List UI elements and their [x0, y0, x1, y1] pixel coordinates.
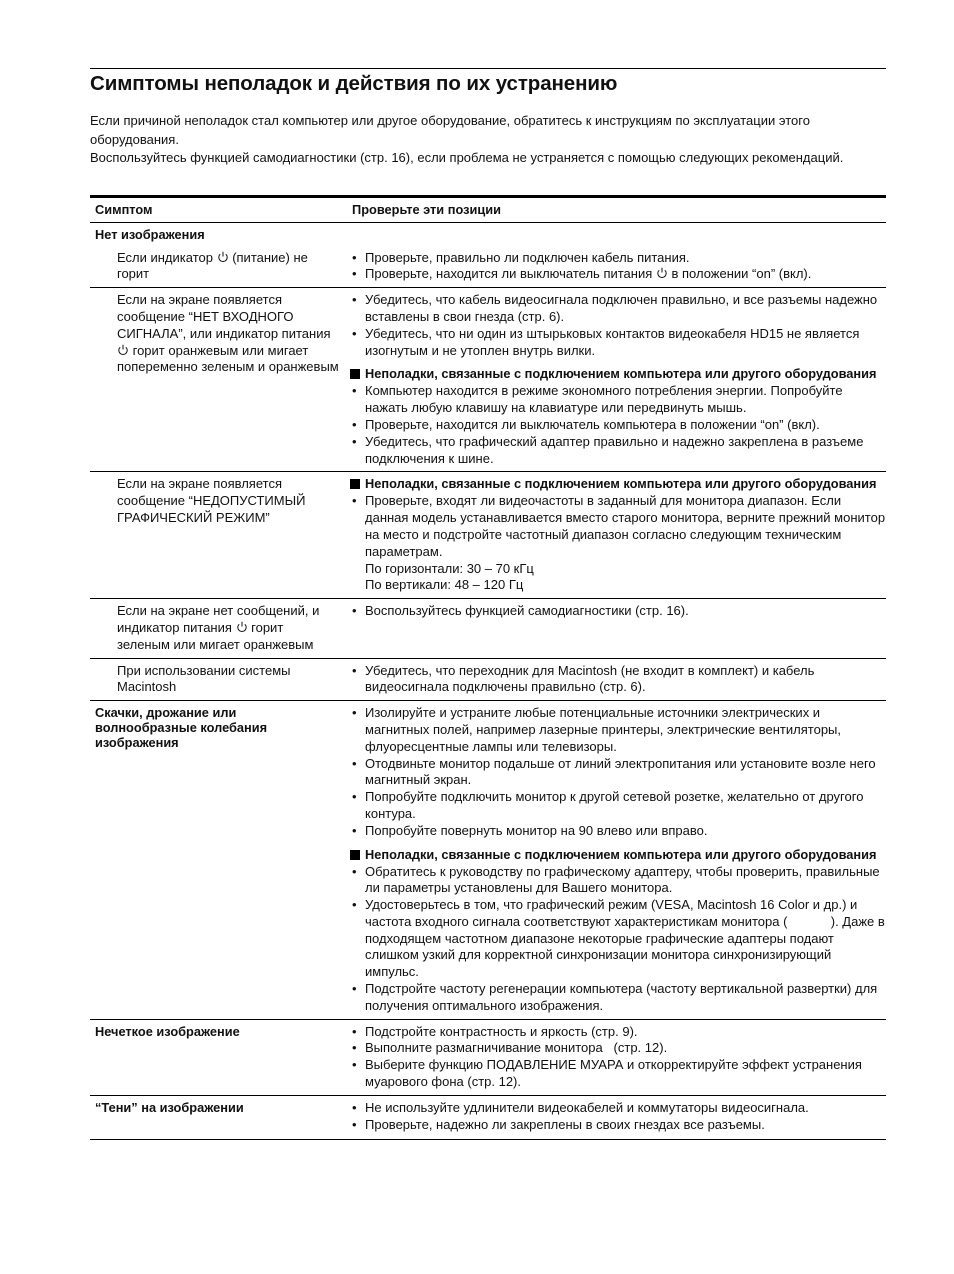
list-item: • Изолируйте и устраните любые потенциальные источники электрических и магнитных полей, например лазерные принтеры, электрические вентиляторы, флуоресцентные лампы или телевизоры. [350, 705, 886, 755]
symptom-cell [90, 288, 347, 472]
section-heading-text: Неполадки, связанные с подключением компьютера или другого оборудования [365, 366, 877, 382]
check-cell [347, 1095, 886, 1140]
table-row [90, 472, 886, 599]
table-header [90, 197, 886, 223]
list-item: • Выполните размагничивание монитора (стр. 12). [350, 1040, 886, 1057]
table-row [90, 288, 886, 472]
list-item: • Удостоверьтесь в том, что графический режим (VESA, Macintosh 16 Color и др.) и частота входного сигнала соответствуют характеристикам монитора ( ). Даже в подходящем частотном диапазоне некоторые графические адаптеры подают слишком узкий для корректной синхронизации монитора синхронизирующий импульс. [350, 897, 886, 981]
symptom-text: Если на экране нет сообщений, и индикатор питания [117, 603, 320, 635]
group-no-image: Нет изображения [95, 226, 205, 242]
symptom-cell: Если на экране появляется сообщение “НЕДОПУСТИМЫЙ ГРАФИЧЕСКИЙ РЕЖИМ” [90, 472, 347, 599]
list-item: • Попробуйте повернуть монитор на 90 влево или вправо. [350, 823, 886, 840]
section-heading [350, 477, 886, 491]
symptom-cell [90, 599, 347, 658]
section-heading-text: Неполадки, связанные с подключением компьютера или другого оборудования [365, 476, 877, 492]
intro-paragraph: Воспользуйтесь функцией самодиагностики (стр. 16), если проблема не устраняется с помощью следующих рекомендаций. [90, 150, 844, 165]
square-bullet-icon [350, 850, 360, 860]
list-item: • Проверьте, входят ли видеочастоты в заданный для монитора диапазон. Если данная модель устанавливается вместо старого монитора, верните прежний монитор на место и подстройте частотный диапазон согласно следующим техническим параметрам. [350, 493, 886, 560]
list-item-text: в положении “on” (вкл). [667, 266, 812, 282]
freq-vertical: По вертикали: 48 – 120 Гц [365, 577, 524, 593]
page-title: Симптомы неполадок и действия по их устранению [90, 72, 618, 95]
list-item: • Убедитесь, что ни один из штырьковых контактов видеокабеля HD15 не является изогнутым и не утоплен внутрь вилки. [350, 326, 886, 360]
symptom-text: Если на экране появляется сообщение “НЕТ ВХОДНОГО СИГНАЛА”, или индикатор питания [117, 292, 331, 341]
header-symptom: Симптом [90, 197, 347, 223]
check-cell [347, 472, 886, 599]
section-heading [350, 367, 886, 381]
square-bullet-icon [350, 369, 360, 379]
square-bullet-icon [350, 479, 360, 489]
list-item: • Убедитесь, что кабель видеосигнала подключен правильно, и все разъемы надежно вставлены в свои гнезда (стр. 6). [350, 292, 886, 326]
list-item: • Проверьте, находится ли выключатель компьютера в положении “on” (вкл). [350, 417, 886, 434]
check-cell [347, 1019, 886, 1095]
symptom-cell: Нечеткое изображение [90, 1019, 347, 1095]
list-item: • Подстройте частоту регенерации компьютера (частоту вертикальной развертки) для получения оптимального изображения. [350, 981, 886, 1015]
freq-horizontal: По горизонтали: 30 – 70 кГц [365, 560, 534, 576]
list-item: • Попробуйте подключить монитор к другой сетевой розетке, желательно от другого контура. [350, 789, 886, 823]
list-item: • Воспользуйтесь функцией самодиагностики (стр. 16). [350, 603, 886, 620]
symptom-cell [90, 246, 347, 288]
power-icon [117, 344, 129, 356]
list-item: • Обратитесь к руководству по графическому адаптеру, чтобы проверить, правильные ли параметры установлены для Вашего монитора. [350, 864, 886, 898]
symptom-cell: При использовании системы Macintosh [90, 658, 347, 701]
symptom-text: горит оранжевым или мигает попеременно зеленым и оранжевым [117, 342, 339, 375]
table-row [90, 1019, 886, 1095]
symptom-cell: Скачки, дрожание или волнообразные колебания изображения [90, 701, 347, 1020]
list-item: • Выберите функцию ПОДАВЛЕНИЕ МУАРА и откорректируйте эффект устранения муарового фона (стр. 12). [350, 1057, 886, 1091]
symptom-cell: “Тени” на изображении [90, 1095, 347, 1140]
power-icon [217, 251, 229, 263]
list-item: • Не используйте удлинители видеокабелей и коммутаторы видеосигнала. [350, 1100, 886, 1117]
table-row [90, 599, 886, 658]
check-cell [347, 599, 886, 658]
header-check: Проверьте эти позиции [347, 197, 886, 223]
list-item: • Проверьте, надежно ли закреплены в своих гнездах все разъемы. [350, 1117, 886, 1134]
table-row [90, 246, 886, 288]
intro [90, 112, 886, 168]
list-item-text: Проверьте, находится ли выключатель питания [365, 266, 656, 282]
list-item: • Убедитесь, что переходник для Macintosh (не входит в комплект) и кабель видеосигнала подключены правильно (стр. 6). [350, 663, 886, 697]
check-cell [347, 701, 889, 1020]
list-item: • Убедитесь, что графический адаптер правильно и надежно закреплена в разъеме подключения к шине. [350, 434, 886, 468]
symptom-text: (питание) не горит [117, 249, 308, 282]
power-icon [236, 621, 248, 633]
list-item [350, 266, 886, 283]
check-cell [347, 288, 886, 472]
section-heading-text: Неполадки, связанные с подключением компьютера или другого оборудования [365, 846, 877, 862]
top-rule [90, 68, 886, 69]
list-item: • Подстройте контрастность и яркость (стр. 9). [350, 1024, 886, 1041]
section-heading [350, 848, 886, 862]
table-row [90, 701, 886, 1020]
symptom-text: горит зеленым или мигает оранжевым [117, 619, 314, 652]
check-cell [347, 658, 886, 701]
table-row [90, 658, 886, 701]
list-item: • Отодвиньте монитор подальше от линий электропитания или установите возле него магнитный экран. [350, 756, 886, 790]
power-icon [656, 267, 668, 279]
list-item: • Проверьте, правильно ли подключен кабель питания. [350, 250, 886, 267]
list-item: • Компьютер находится в режиме экономного потребления энергии. Попробуйте нажать любую клавишу на клавиатуре или передвинуть мышь. [350, 383, 886, 417]
symptom-text: Если индикатор [117, 249, 217, 265]
check-cell [347, 246, 886, 288]
intro-paragraph: Если причиной неполадок стал компьютер или другое оборудование, обратитесь к инструкциям по эксплуатации этого оборудования. [90, 113, 810, 147]
group-row [90, 222, 886, 245]
troubleshooting-table [90, 195, 889, 1140]
table-row [90, 1095, 886, 1140]
